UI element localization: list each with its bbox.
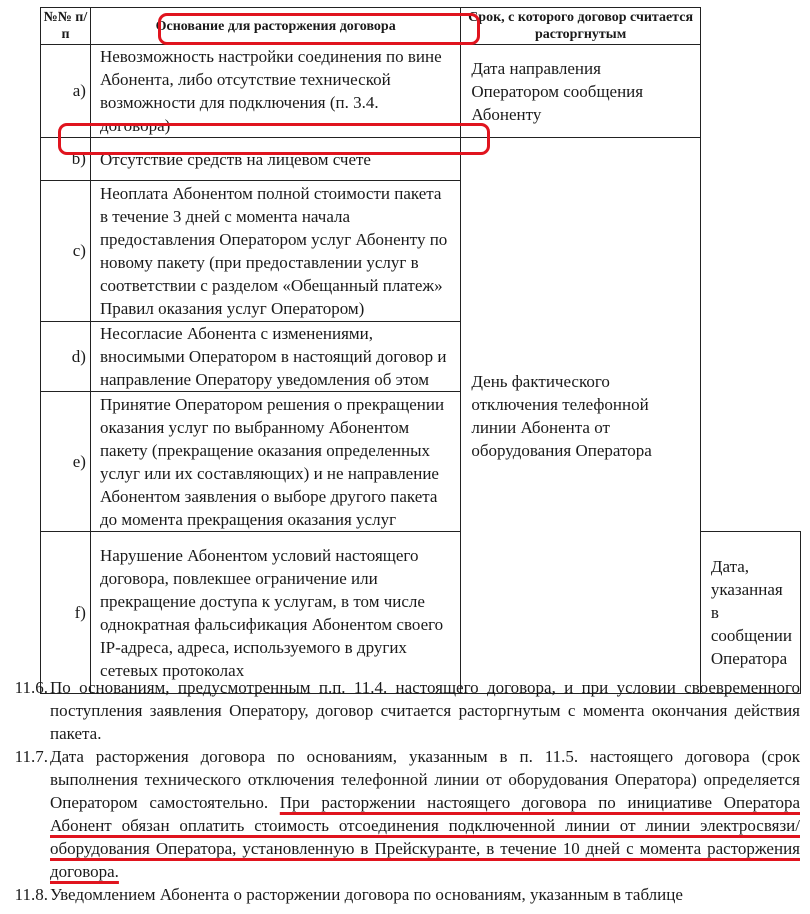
clause-number: 11.8. [14, 885, 48, 904]
table-row [41, 45, 801, 138]
row-reason: Невозможность настройки соединения по вине Абонента, либо отсутствие технической возможности для подключения (п. 3.4. договора) [90, 45, 460, 138]
row-term: День фактического отключения телефонной линии Абонента от оборудования Оператора [461, 138, 701, 694]
row-term: Дата направления Оператором сообщения Абоненту [461, 45, 701, 138]
row-num: d) [41, 322, 91, 392]
table-header-row [41, 8, 801, 45]
row-reason: Несогласие Абонента с изменениями, вносимыми Оператором в настоящий договор и направление Оператору уведомления об этом [90, 322, 460, 392]
row-reason: Отсутствие средств на лицевом счете [90, 138, 460, 181]
underlined-obligation: При расторжении настоящего договора по инициативе Оператора Абонент обязан оплатить стоимость отсоединения подключенной линии от линии электросвязи/оборудования Оператора, установленную в Прейскуранте, в течение 10 дней с момента расторжения договора. [50, 793, 800, 881]
row-reason: Неоплата Абонентом полной стоимости пакета в течение 3 дней с момента начала предоставления Оператором услуг Абоненту по новому пакету (при предоставлении услуг в соответствии с разделом «Обещанный платеж» Правил оказания услуг Оператором) [90, 181, 460, 322]
row-num: f) [41, 532, 91, 694]
termination-table [40, 7, 801, 694]
clause-text [48, 745, 800, 883]
row-num: c) [41, 181, 91, 322]
header-reason [90, 8, 460, 45]
row-num: b) [41, 138, 91, 181]
table-row [41, 138, 801, 181]
header-num: №№ п/п [41, 8, 91, 45]
row-num: a) [41, 45, 91, 138]
clause-11-7 [0, 745, 800, 883]
row-term: Дата, указанная в сообщении Оператора [700, 532, 800, 694]
row-num: e) [41, 392, 91, 532]
clause-text: По основаниям, предусмотренным п.п. 11.4. настоящего договора, и при условии своевременного поступления заявления Оператору, договор считается расторгнутым с момента окончания действия пакета. [50, 678, 800, 743]
clause-11-6 [0, 676, 800, 745]
clauses [0, 676, 800, 906]
header-reason-label: Основание для расторжения договора [155, 18, 396, 34]
clause-number: 11.6. [14, 678, 48, 697]
clause-11-8 [0, 883, 800, 906]
header-term: Срок, с которого договор считается расторгнутым [461, 8, 701, 45]
row-reason: Нарушение Абонентом условий настоящего договора, повлекшее ограничение или прекращение доступа к услугам, в том числе однократная фальсификация Абонентом своего IP-адреса, адреса, используемого в других сетевых протоколах [90, 532, 460, 694]
clause-text: Уведомлением Абонента о расторжении договора по основаниям, указанным в таблице [50, 885, 683, 904]
clause-number: 11.7. [14, 747, 48, 766]
clause-text-plain: Дата расторжения договора по основаниям, указанным в п. 11.5. настоящего договора (срок выполнения технического отключения телефонной линии от оборудования Оператора) определяется Оператором самостоятельно. [50, 747, 800, 812]
row-reason: Принятие Оператором решения о прекращении оказания услуг по выбранному Абонентом пакету (прекращение оказания определенных услуг или их составляющих) и не направление Абонентом заявления о выборе другого пакета до момента прекращения оказания услуг [90, 392, 460, 532]
